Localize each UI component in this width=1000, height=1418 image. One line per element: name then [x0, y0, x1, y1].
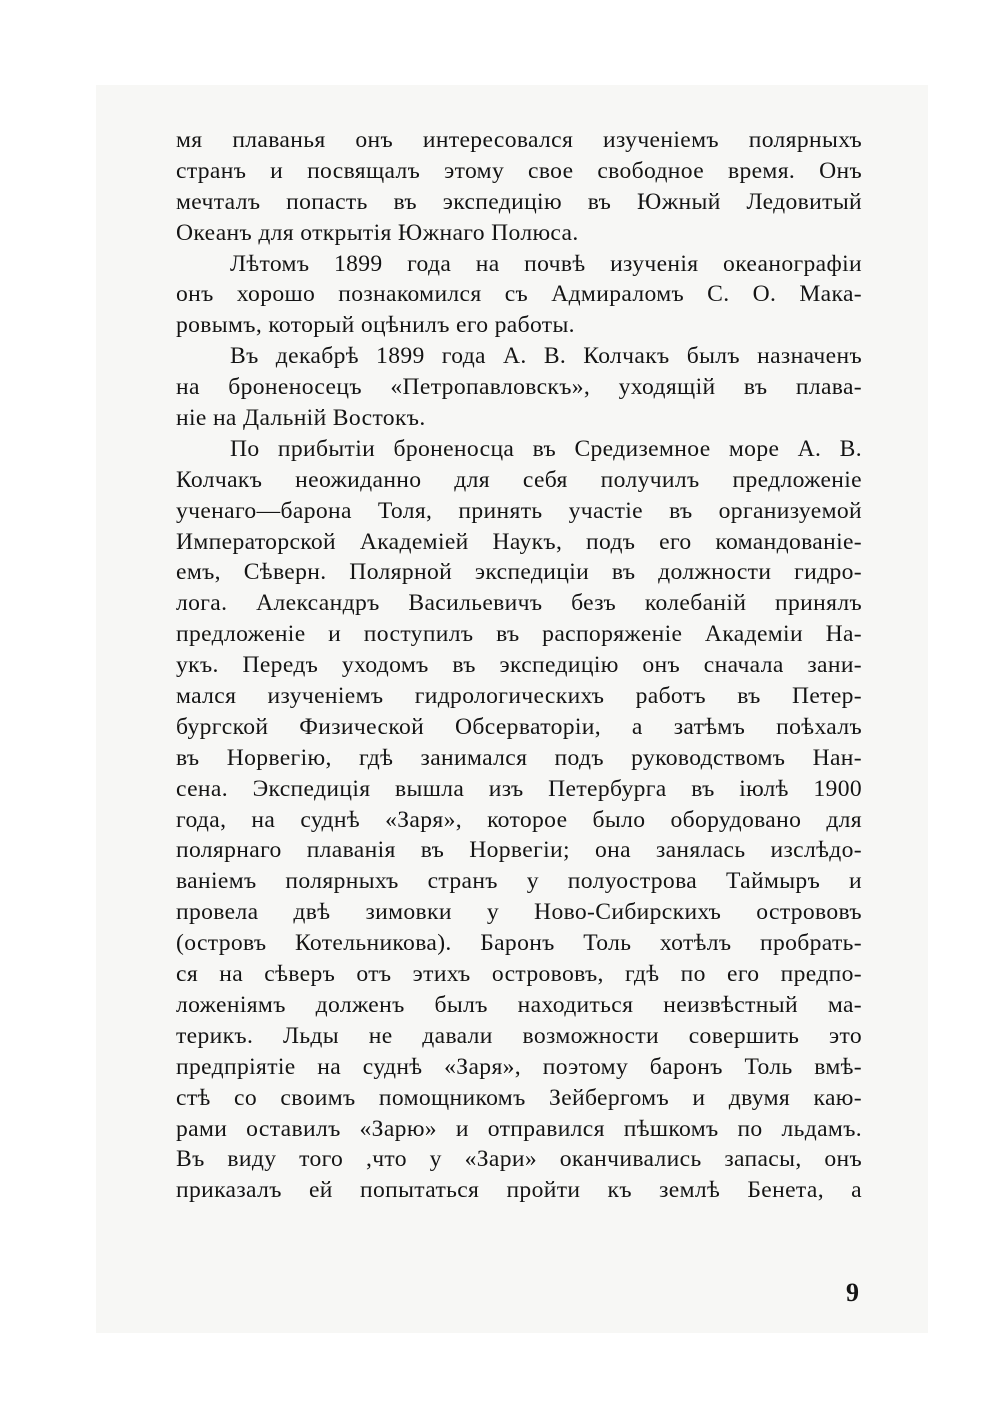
paragraph: [176, 125, 862, 249]
text-line: По прибытіи броненосца въ Средиземное море А. В.: [230, 435, 862, 462]
page-number: 9: [846, 1278, 859, 1307]
text-line: сена. Экспедиція вышла изъ Петербурга въ іюлѣ 1900: [176, 775, 862, 802]
text-line: Въ декабрѣ 1899 года А. В. Колчакъ былъ назначенъ: [230, 343, 862, 370]
paragraph: [176, 434, 862, 1206]
text-line: (островъ Котельникова). Баронъ Толь хотѣлъ пробрать-: [176, 930, 862, 957]
text-line: Императорской Академіей Наукъ, подъ его командованіе-: [176, 528, 862, 555]
text-line: странъ и посвящалъ этому свое свободное время. Онъ: [176, 157, 862, 184]
text-line: Въ виду того ,что у «Зари» оканчивались запасы, онъ: [176, 1146, 862, 1173]
text-line: мался изученіемъ гидрологическихъ работъ въ Петер-: [176, 683, 862, 710]
text-line: ровымъ, который оцѣнилъ его работы.: [176, 312, 575, 339]
paragraph: [176, 341, 862, 434]
text-line: бургской Физической Обсерваторіи, а затѣмъ поѣхалъ: [176, 713, 862, 740]
text-line: ніе на Дальній Востокъ.: [176, 405, 426, 432]
text-line: онъ хорошо познакомился съ Адмираломъ С. О. Мака-: [176, 281, 862, 308]
text-line: приказалъ ей попытаться пройти къ землѣ Бенета, а: [176, 1177, 862, 1204]
text-line: ваніемъ полярныхъ странъ у полуострова Таймыръ и: [176, 868, 862, 895]
text-line: рами оставилъ «Зарю» и отправился пѣшкомъ по льдамъ.: [176, 1115, 862, 1142]
text-line: провела двѣ зимовки у Ново-Сибирскихъ острововъ: [176, 899, 862, 926]
text-line: мя плаванья онъ интересовался изученіемъ полярныхъ: [176, 127, 862, 153]
text-line: ложеніямъ долженъ былъ находиться неизвѣстный ма-: [176, 991, 862, 1018]
text-line: Лѣтомъ 1899 года на почвѣ изученія океанографіи: [230, 250, 862, 277]
text-line: мечталъ попасть въ экспедицію въ Южный Ледовитый: [176, 188, 862, 215]
text-line: стѣ со своимъ помощникомъ Зейбергомъ и двумя каю-: [176, 1084, 862, 1111]
text-line: года, на суднѣ «Заря», которое было оборудовано для: [176, 806, 862, 833]
text-line: ся на сѣверъ отъ этихъ острововъ, гдѣ по его предпо-: [176, 961, 862, 988]
text-line: полярнаго плаванія въ Норвегіи; она занялась изслѣдо-: [176, 837, 862, 864]
text-line: предпріятіе на суднѣ «Заря», поэтому баронъ Толь вмѣ-: [176, 1053, 862, 1080]
text-line: предложеніе и поступилъ въ распоряженіе Академіи На-: [176, 621, 862, 648]
text-line: Океанъ для открытія Южнаго Полюса.: [176, 219, 579, 246]
text-line: терикъ. Льды не давали возможности совершить это: [176, 1022, 862, 1049]
text-line: лога. Александръ Васильевичъ безъ колебаній принялъ: [176, 590, 862, 617]
text-line: укъ. Передъ уходомъ въ экспедицію онъ сначала зани-: [176, 652, 862, 679]
text-line: емъ, Сѣверн. Полярной экспедиціи въ должности гидро-: [176, 559, 862, 586]
text-line: въ Норвегію, гдѣ занимался подъ руководствомъ Нан-: [176, 744, 862, 771]
text-line: Колчакъ неожиданно для себя получилъ предложеніе: [176, 466, 862, 493]
paragraph: [176, 249, 862, 342]
body-text: [176, 125, 862, 1206]
text-line: ученаго—барона Толя, принять участіе въ организуемой: [176, 497, 862, 524]
text-line: на броненосецъ «Петропавловскъ», уходящій въ плава-: [176, 374, 862, 401]
